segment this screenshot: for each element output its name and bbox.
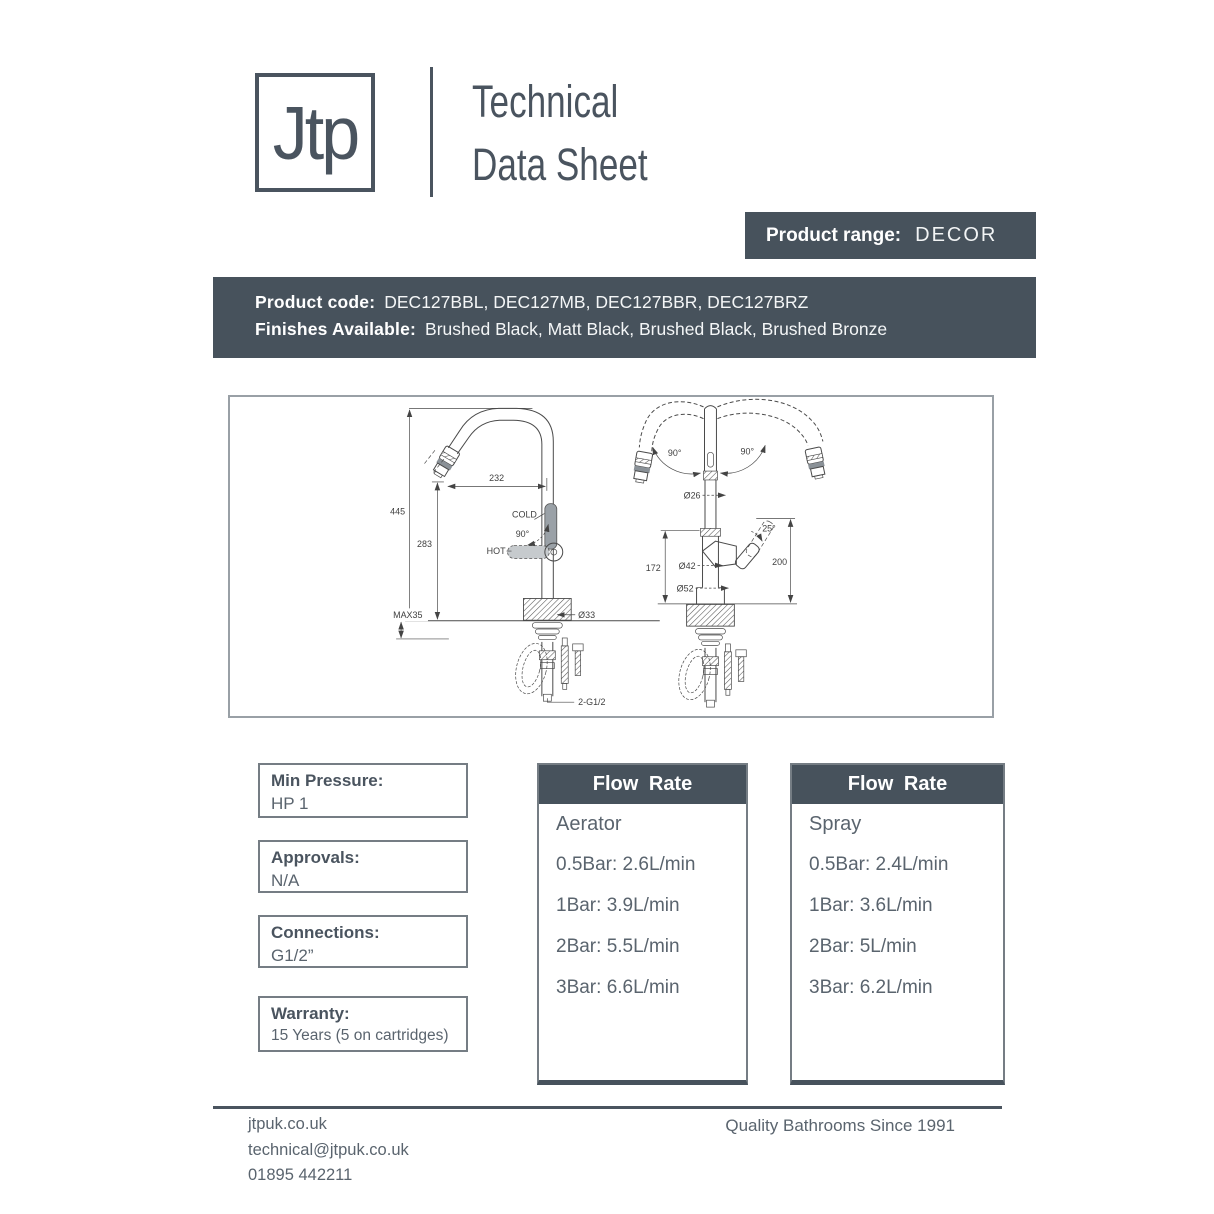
flow-row: 3Bar: 6.6L/min: [556, 977, 680, 998]
flow-row: 2Bar: 5.5L/min: [556, 936, 680, 957]
page-title: [472, 70, 648, 196]
flow-rate-box-aerator: [537, 763, 748, 1085]
footer-email: technical@jtpuk.co.uk: [248, 1140, 409, 1159]
handle-angle-label: 25°: [762, 523, 776, 534]
footer-website: jtpuk.co.uk: [248, 1115, 327, 1133]
swivel-right-label: 90°: [740, 446, 755, 457]
spec-value: G1/2”: [271, 946, 314, 965]
cold-label: COLD: [512, 509, 537, 520]
flow-mode-label: Spray: [809, 813, 862, 835]
header-divider: [430, 67, 433, 197]
hot-label: HOT: [486, 546, 506, 557]
footer-contact-block: [248, 1112, 409, 1189]
swivel-left-label: 90°: [667, 448, 682, 459]
product-code-value: DEC127BBL, DEC127MB, DEC127BBR, DEC127BRZ: [384, 292, 809, 312]
flow-row: 0.5Bar: 2.4L/min: [809, 854, 949, 875]
spec-box-warranty: [258, 996, 468, 1052]
flow-row: 1Bar: 3.6L/min: [809, 895, 933, 916]
page-title-line1: Technical: [472, 76, 619, 127]
footer-divider: [213, 1106, 1002, 1109]
footer-tagline: Quality Bathrooms Since 1991: [725, 1116, 955, 1135]
dim-body-height-label: 172: [645, 562, 661, 573]
spec-box-connections: [258, 915, 468, 968]
spec-value: N/A: [271, 871, 300, 890]
finishes-value: Brushed Black, Matt Black, Brushed Black, Brushed Bronze: [425, 319, 888, 339]
spec-label: Approvals:: [271, 848, 360, 867]
flow-rate-body: [539, 804, 746, 999]
brand-logo-text: Jtp: [272, 90, 358, 175]
finishes-line: [255, 316, 1036, 343]
flow-rate-header: Flow Rate: [539, 765, 746, 804]
dim-spout-reach-label: 232: [489, 472, 505, 483]
flow-row: 0.5Bar: 2.6L/min: [556, 854, 696, 875]
spec-label: Warranty:: [271, 1004, 350, 1023]
spec-label: Min Pressure:: [271, 771, 384, 790]
faucet-technical-drawing: [230, 397, 992, 716]
dim-handle-height-label: 200: [772, 556, 788, 567]
finishes-label: Finishes Available:: [255, 319, 417, 339]
spec-label: Connections:: [271, 923, 380, 942]
base-dia-label: Ø52: [676, 583, 694, 594]
hole-dia-label: Ø33: [578, 610, 596, 621]
product-info-block: [213, 277, 1036, 358]
spec-box-approvals: [258, 840, 468, 893]
handle-swivel-label: 90°: [515, 529, 530, 540]
connection-thread-label: 2-G1/2: [578, 697, 606, 708]
spec-value: HP 1: [271, 794, 309, 813]
product-code-label: Product code:: [255, 292, 376, 312]
page-title-line2: Data Sheet: [472, 139, 648, 190]
flow-rate-box-spray: [790, 763, 1005, 1085]
spec-value: 15 Years (5 on cartridges): [271, 1027, 449, 1044]
spout-dia-label: Ø26: [683, 490, 701, 501]
max-deck-label: MAX35: [393, 610, 423, 621]
flow-rate-header: Flow Rate: [792, 765, 1003, 804]
flow-row: 3Bar: 6.2L/min: [809, 977, 933, 998]
flow-mode-label: Aerator: [556, 813, 622, 835]
product-range-value: DECOR: [915, 224, 998, 246]
product-range-label: Product range:: [766, 224, 902, 246]
dim-spout-height-label: 283: [417, 539, 432, 550]
flow-row: 2Bar: 5L/min: [809, 936, 917, 957]
technical-drawing-panel: [228, 395, 994, 718]
flow-row: 1Bar: 3.9L/min: [556, 895, 680, 916]
body-dia-label: Ø42: [678, 560, 696, 571]
product-code-line: [255, 289, 1036, 316]
dim-total-height-label: 445: [390, 506, 406, 517]
product-range-bar: [745, 212, 1036, 259]
spec-box-min-pressure: [258, 763, 468, 818]
footer-phone: 01895 442211: [248, 1166, 353, 1184]
brand-logo: [255, 73, 375, 192]
flow-rate-body: [792, 804, 1003, 999]
